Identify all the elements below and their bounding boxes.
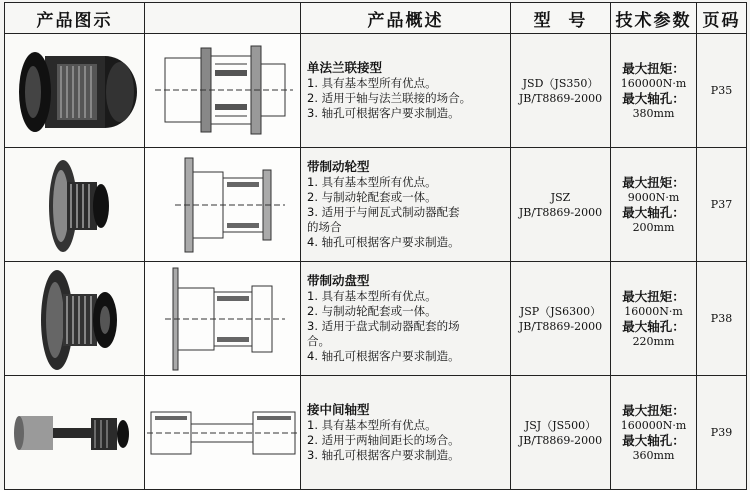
desc-line: 4. 轴孔可根据客户要求制造。	[307, 235, 460, 249]
desc-line: 1. 具有基本型所有优点。	[307, 418, 437, 432]
model-code: JSD（JS350）	[522, 76, 599, 90]
desc-line: 2. 与制动轮配套或一体。	[307, 190, 437, 204]
bore-label: 最大轴孔：	[622, 432, 685, 448]
page-ref: P39	[697, 376, 747, 490]
bore-label: 最大轴孔：	[622, 90, 685, 106]
table-row	[5, 148, 747, 262]
model-standard: JB/T8869-2000	[518, 205, 603, 219]
model-standard: JB/T8869-2000	[518, 433, 603, 447]
bore-value: 220mm	[632, 334, 675, 348]
intermediate-shaft-coupling-photo-icon	[5, 376, 145, 489]
header-image: 产品图示	[5, 3, 145, 34]
product-title: 接中间轴型	[307, 402, 370, 417]
page-ref: P38	[697, 262, 747, 376]
model-code: JSZ	[550, 190, 571, 204]
brake-disc-coupling-drawing-icon	[145, 262, 301, 375]
desc-line: 合。	[307, 334, 330, 348]
brake-wheel-coupling-photo-icon	[5, 148, 145, 261]
flange-coupling-photo-icon	[5, 34, 145, 147]
torque-label: 最大扭矩：	[622, 402, 685, 418]
intermediate-shaft-coupling-drawing-icon	[145, 376, 301, 489]
table-row	[5, 34, 747, 148]
model-standard: JB/T8869-2000	[518, 91, 603, 105]
torque-label: 最大扭矩：	[622, 174, 685, 190]
bore-value: 200mm	[632, 220, 675, 234]
product-table	[4, 2, 747, 490]
desc-line: 3. 轴孔可根据客户要求制造。	[307, 106, 460, 120]
bore-value: 380mm	[632, 106, 675, 120]
header-page: 页码	[697, 3, 747, 34]
torque-value: 160000N·m	[620, 418, 687, 432]
desc-line: 4. 轴孔可根据客户要求制造。	[307, 349, 460, 363]
desc-line: 1. 具有基本型所有优点。	[307, 175, 437, 189]
product-title: 带制动盘型	[307, 273, 370, 288]
table-header-row	[5, 3, 747, 34]
desc-line: 2. 适用于轴与法兰联接的场合。	[307, 91, 472, 105]
model-code: JSJ（JS500）	[524, 418, 597, 432]
header-model: 型 号	[511, 3, 611, 34]
brake-disc-coupling-photo-icon	[5, 262, 145, 375]
header-desc: 产品概述	[301, 3, 511, 34]
desc-line: 3. 适用于盘式制动器配套的场	[307, 319, 460, 333]
flange-coupling-drawing-icon	[145, 34, 301, 147]
product-title: 单法兰联接型	[307, 60, 383, 75]
torque-value: 16000N·m	[624, 304, 683, 318]
bore-value: 360mm	[632, 448, 675, 462]
bore-label: 最大轴孔：	[622, 204, 685, 220]
desc-line: 的场合	[307, 220, 342, 234]
header-spec: 技术参数	[611, 3, 697, 34]
desc-line: 2. 适用于两轴间距长的场合。	[307, 433, 460, 447]
page-ref: P37	[697, 148, 747, 262]
desc-line: 3. 适用于与闸瓦式制动器配套	[307, 205, 460, 219]
table-row	[5, 376, 747, 490]
desc-line: 1. 具有基本型所有优点。	[307, 289, 437, 303]
desc-line: 2. 与制动轮配套或一体。	[307, 304, 437, 318]
product-title: 带制动轮型	[307, 159, 370, 174]
brake-wheel-coupling-drawing-icon	[145, 148, 301, 261]
table-row	[5, 262, 747, 376]
desc-line: 3. 轴孔可根据客户要求制造。	[307, 448, 460, 462]
page-ref: P35	[697, 34, 747, 148]
header-drawing	[145, 3, 301, 34]
torque-label: 最大扭矩：	[622, 288, 685, 304]
torque-value: 9000N·m	[627, 190, 680, 204]
torque-label: 最大扭矩：	[622, 60, 685, 76]
bore-label: 最大轴孔：	[622, 318, 685, 334]
torque-value: 160000N·m	[620, 76, 687, 90]
model-standard: JB/T8869-2000	[518, 319, 603, 333]
model-code: JSP（JS6300）	[519, 304, 602, 318]
desc-line: 1. 具有基本型所有优点。	[307, 76, 437, 90]
